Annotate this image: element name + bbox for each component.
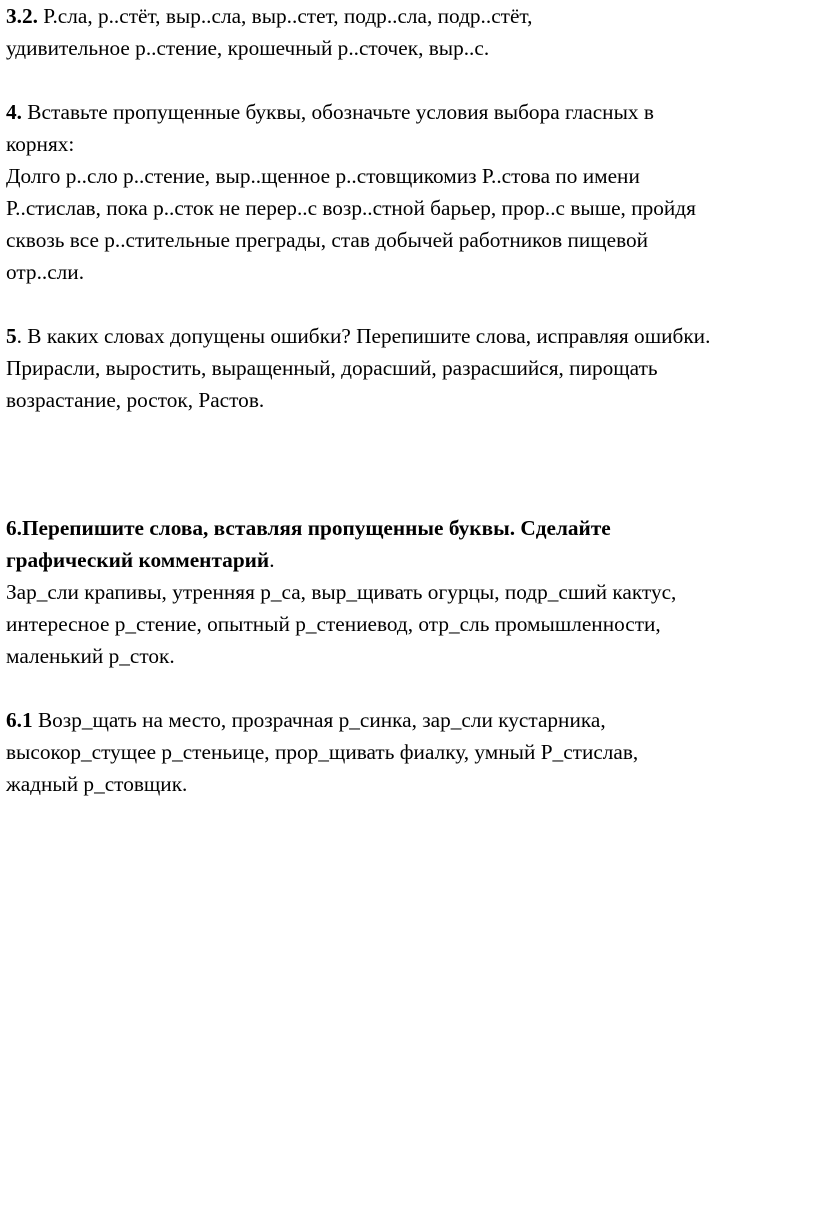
task-5-instruction-text: . В каких словах допущены ошибки? Перепишите слова, исправляя ошибки.	[16, 324, 711, 348]
task-3-2-number: 3.2.	[6, 4, 38, 28]
task-6-text-line-1: Зар_сли крапивы, утренняя р_са, выр_щивать огурцы, подр_сший кактус,	[6, 580, 677, 604]
task-6-heading-line-2	[6, 544, 812, 576]
task-6-1-line-1	[6, 704, 812, 736]
task-6-heading-line-1: 6.Перепишите слова, вставляя пропущенные буквы. Сделайте	[6, 516, 611, 540]
task-6-1-line-3: жадный р_стовщик.	[6, 772, 188, 796]
task-3-2-line-2: удивительное р..стение, крошечный р..сточек, выр..с.	[6, 36, 490, 60]
task-5	[6, 320, 812, 416]
task-4-number: 4.	[6, 100, 22, 124]
task-4-instruction-text: Вставьте пропущенные буквы, обозначьте условия выбора гласных в	[21, 100, 654, 124]
task-6-heading-text-2: графический комментарий	[6, 548, 270, 572]
task-3-2-line-1	[6, 0, 812, 32]
task-6-1-text-1: Возр_щать на место, прозрачная р_синка, зар_сли кустарника,	[32, 708, 606, 732]
task-5-text-line-1: Прирасли, выростить, выращенный, дорасший, разрасшийся, пирощать	[6, 356, 658, 380]
task-4-text-line-3: сквозь все р..стительные преграды, став добычей работников пищевой	[6, 228, 649, 252]
task-6-heading-end: .	[269, 548, 275, 572]
task-4	[6, 96, 812, 288]
task-5-text-line-2: возрастание, росток, Растов.	[6, 388, 265, 412]
task-6-1	[6, 704, 812, 800]
task-4-text-line-4: отр..сли.	[6, 260, 85, 284]
task-6-text-line-2: интересное р_стение, опытный р_стениевод, отр_сль промышленности,	[6, 612, 661, 636]
task-4-instruction-line-2: корнях:	[6, 132, 75, 156]
task-5-instruction-line	[6, 320, 812, 352]
task-5-number: 5	[6, 324, 17, 348]
task-6-text-line-3: маленький р_сток.	[6, 644, 175, 668]
task-4-instruction-line-1	[6, 96, 812, 128]
task-3-2	[6, 0, 812, 64]
task-4-text-line-1: Долго р..сло р..стение, выр..щенное р..стовщикомиз Р..стова по имени	[6, 164, 640, 188]
task-3-2-text-1: Р.сла, р..стёт, выр..сла, выр..стет, подр..сла, подр..стёт,	[37, 4, 533, 28]
task-6	[6, 512, 812, 672]
task-6-1-number: 6.1	[6, 708, 33, 732]
task-4-text-line-2: Р..стислав, пока р..сток не перер..с возр..стной барьер, прор..с выше, пройдя	[6, 196, 696, 220]
task-6-1-line-2: высокор_стущее р_стеньице, прор_щивать фиалку, умный Р_стислав,	[6, 740, 639, 764]
